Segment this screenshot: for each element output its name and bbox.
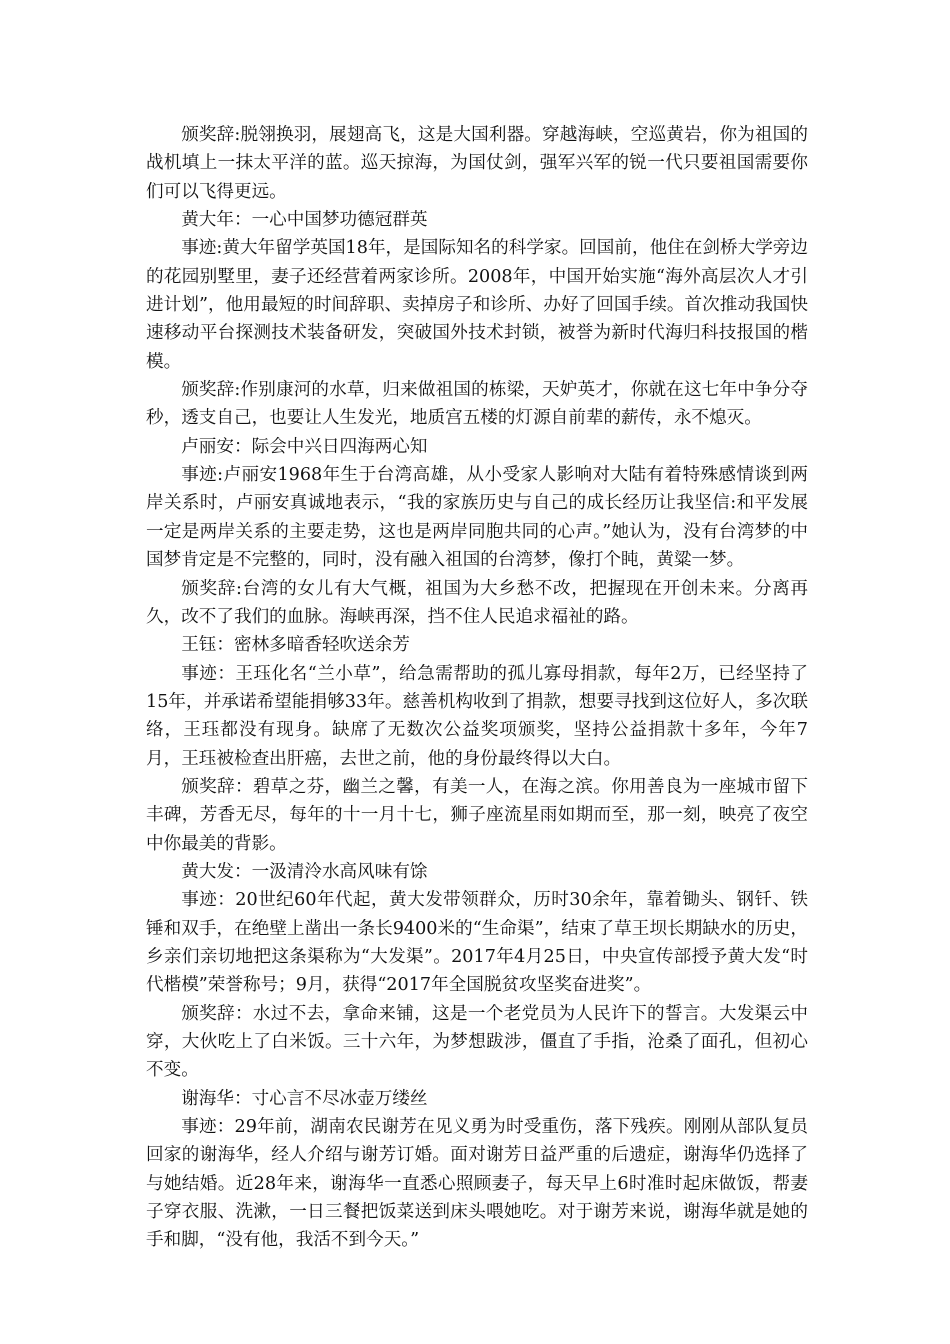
award-speech-paragraph: 颁奖辞:脱翎换羽，展翅高飞，这是大国利器。穿越海峡，空巡黄岩，你为祖国的战机填上一抹太平洋的蓝。巡天掠海，为国仗剑，强军兴军的锐一代只要祖国需要你们可以飞得更远。 — [146, 125, 808, 202]
section-heading-huang-danian: 黄大年：一心中国梦功德冠群英 — [181, 210, 428, 231]
section-heading-wang-yu: 王钰：密林多暗香轻吹送余芳 — [181, 635, 410, 656]
deeds-paragraph: 事迹:黄大年留学英国18年，是国际知名的科学家。回国前，他住在剑桥大学旁边的花园别墅里，妻子还经营着两家诊所。2008年，中国开始实施“海外高层次人才引进计划”，他用最短的时间辞职、卖掉房子和诊所、办好了回国手续。首次推动我国快速移动平台探测技术装备研发，突破国外技术封锁，被誉为新时代海归科技报国的楷模。 — [146, 238, 808, 372]
deeds-paragraph: 事迹：王珏化名“兰小草”，给急需帮助的孤儿寡母捐款，每年2万，已经坚持了15年，并承诺希望能捐够33年。慈善机构收到了捐款，想要寻找到这位好人，多次联络，王珏都没有现身。缺席了无数次公益奖项颁奖，坚持公益捐款十多年，今年7月，王珏被检查出肝癌，去世之前，他的身份最终得以大白。 — [146, 663, 808, 769]
section-heading-xie-haihua: 谢海华：寸心言不尽冰壶万缕丝 — [181, 1088, 428, 1109]
award-speech-paragraph: 颁奖辞：碧草之芬，幽兰之馨，有美一人，在海之滨。你用善良为一座城市留下丰碑，芳香无尽，每年的十一月十七，狮子座流星雨如期而至，那一刻，映亮了夜空中你最美的背影。 — [146, 776, 808, 854]
deeds-paragraph: 事迹:卢丽安1968年生于台湾高雄，从小受家人影响对大陆有着特殊感情谈到两岸关系时，卢丽安真诚地表示，“我的家族历史与自己的成长经历让我坚信:和平发展一定是两岸关系的主要走势，这也是两岸同胞共同的心声。”她认为，没有台湾梦的中国梦肯定是不完整的，同时，没有融入祖国的台湾梦，像打个盹，黄粱一梦。 — [146, 465, 808, 571]
section-heading-lu-lian: 卢丽安：际会中兴日四海两心知 — [181, 436, 428, 457]
document-body — [146, 121, 808, 1255]
award-speech-paragraph: 颁奖辞:台湾的女儿有大气概，祖国为大乡愁不改，把握现在开创未来。分离再久，改不了我们的血脉。海峡再深，挡不住人民追求福祉的路。 — [146, 578, 808, 627]
section-heading-huang-dafa: 黄大发：一汲清泠水高风味有馀 — [181, 861, 428, 882]
award-speech-paragraph: 颁奖辞：水过不去，拿命来铺，这是一个老党员为人民许下的誓言。大发渠云中穿，大伙吃上了白米饭。三十六年，为梦想跋涉，僵直了手指，沧桑了面孔，但初心不变。 — [146, 1003, 808, 1081]
deeds-paragraph: 事迹：20世纪60年代起，黄大发带领群众，历时30余年，靠着锄头、钢钎、铁锤和双手，在绝壁上凿出一条长9400米的“生命渠”，结束了草王坝长期缺水的历史，乡亲们亲切地把这条渠称为“大发渠”。2017年4月25日，中央宣传部授予黄大发“时代楷模”荣誉称号；9月，获得“2017年全国脱贫攻坚奖奋进奖”。 — [146, 890, 808, 996]
award-speech-paragraph: 颁奖辞:作别康河的水草，归来做祖国的栋梁，天妒英才，你就在这七年中争分夺秒，透支自己，也要让人生发光，地质宫五楼的灯源自前辈的薪传，永不熄灭。 — [146, 380, 808, 429]
deeds-paragraph: 事迹：29年前，湖南农民谢芳在见义勇为时受重伤，落下残疾。刚刚从部队复员回家的谢海华，经人介绍与谢芳订婚。面对谢芳日益严重的后遗症，谢海华仍选择了与她结婚。近28年来，谢海华一直悉心照顾妻子，每天早上6时准时起床做饭，帮妻子穿衣服、洗漱，一日三餐把饭菜送到床头喂她吃。对于谢芳来说，谢海华就是她的手和脚，“没有他，我活不到今天。” — [146, 1117, 808, 1251]
